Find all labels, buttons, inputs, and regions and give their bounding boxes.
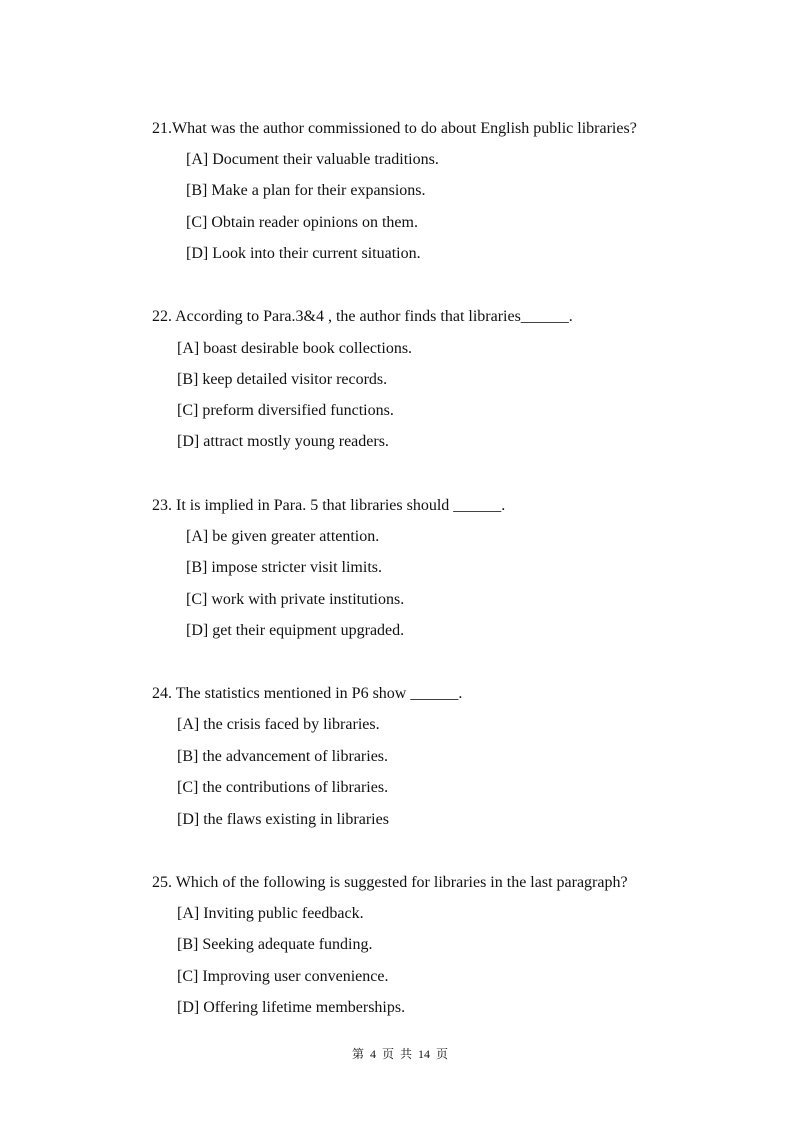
option-b: [B] Seeking adequate funding. (177, 936, 373, 953)
footer-ye: 页 (381, 1047, 394, 1061)
option-c: [C] Improving user convenience. (177, 968, 389, 985)
footer-total-pages: 14 (418, 1047, 431, 1061)
option-b: [B] impose stricter visit limits. (186, 559, 382, 576)
option-c: [C] work with private institutions. (186, 591, 405, 608)
option-b: [B] Make a plan for their expansions. (186, 182, 426, 199)
footer-gong: 共 (400, 1047, 413, 1061)
option-d: [D] attract mostly young readers. (177, 433, 389, 450)
option-b: [B] the advancement of libraries. (177, 748, 389, 765)
option-c: [C] Obtain reader opinions on them. (186, 214, 418, 231)
option-a: [A] Inviting public feedback. (177, 905, 364, 922)
footer-page-number: 4 (369, 1047, 376, 1061)
footer-di: 第 (351, 1047, 364, 1061)
option-c: [C] preform diversified functions. (177, 402, 394, 419)
option-a: [A] the crisis faced by libraries. (177, 716, 380, 733)
option-d: [D] Look into their current situation. (186, 245, 421, 262)
option-a: [A] Document their valuable traditions. (186, 151, 439, 168)
footer-ye-end: 页 (436, 1047, 449, 1061)
question-stem: 23. It is implied in Para. 5 that libraries should ______. (152, 497, 506, 514)
question-stem: 21.What was the author commissioned to do about English public libraries? (152, 120, 637, 137)
option-d: [D] get their equipment upgraded. (186, 622, 405, 639)
question-stem: 25. Which of the following is suggested for libraries in the last paragraph? (152, 874, 628, 891)
option-a: [A] be given greater attention. (186, 528, 380, 545)
question-stem: 24. The statistics mentioned in P6 show ______. (152, 685, 463, 702)
option-d: [D] Offering lifetime memberships. (177, 999, 406, 1016)
option-c: [C] the contributions of libraries. (177, 779, 389, 796)
page-footer (0, 1046, 800, 1062)
option-b: [B] keep detailed visitor records. (177, 371, 388, 388)
option-d: [D] the flaws existing in libraries (177, 811, 389, 828)
option-a: [A] boast desirable book collections. (177, 340, 413, 357)
question-stem: 22. According to Para.3&4 , the author finds that libraries______. (152, 308, 573, 325)
